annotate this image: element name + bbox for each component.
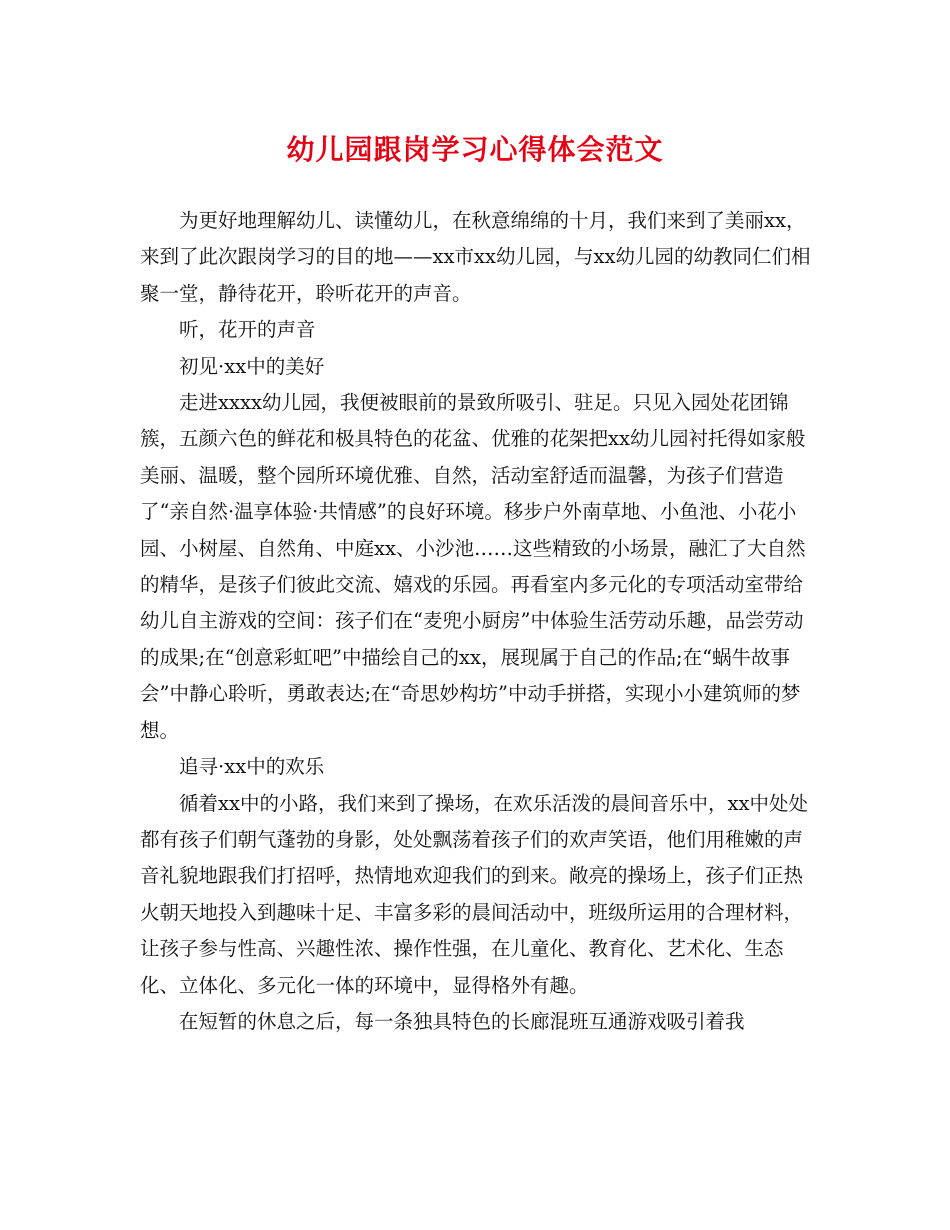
paragraph-corridor: 在短暂的休息之后，每一条独具特色的长廊混班互通游戏吸引着我 — [179, 1009, 745, 1033]
document-title: 幼儿园跟岗学习心得体会范文 — [286, 133, 664, 166]
document-body — [140, 203, 816, 1040]
paragraph-environment: 走进xxxx幼儿园，我便被眼前的景致所吸引、驻足。只见入园处花团锦簇，五颜六色的鲜花和极具特色的花盆、优雅的花架把xx幼儿园衬托得如家般美丽、温暖，整个园所环境优雅、自然，活动室舒适而温馨，为孩子们营造了“亲自然·温享体验·共情感”的良好环境。移步户外南草地、小鱼池、小花小园、小树屋、自然角、中庭xx、小沙池……这些精致的小场景，融汇了大自然的精华，是孩子们彼此交流、嬉戏的乐园。再看室内多元化的专项活动室带给幼儿自主游戏的空间：孩子们在“麦兜小厨房”中体验生活劳动乐趣，品尝劳动的成果;在“创意彩虹吧”中描绘自己的xx，展现属于自己的作品;在“蜗牛故事会”中静心聆听，勇敢表达;在“奇思妙构坊”中动手拼搭，实现小小建筑师的梦想。 — [140, 391, 806, 742]
section-heading-first-sight: 初见·xx中的美好 — [179, 354, 325, 378]
paragraph-intro: 为更好地理解幼儿、读懂幼儿，在秋意绵绵的十月，我们来到了美丽xx，来到了此次跟岗学习的目的地——xx市xx幼儿园，与xx幼儿园的幼教同仁们相聚一堂，静待花开，聆听花开的声音。 — [140, 209, 811, 305]
paragraph-playground: 循着xx中的小路，我们来到了操场，在欢乐活泼的晨间音乐中，xx中处处都有孩子们朝气蓬勃的身影，处处飘荡着孩子们的欢声笑语，他们用稚嫩的声音礼貌地跟我们打招呼，热情地欢迎我们的到来。敞亮的操场上，孩子们正热火朝天地投入到趣味十足、丰富多彩的晨间活动中，班级所运用的合理材料，让孩子参与性高、兴趣性浓、操作性强，在儿童化、教育化、艺术化、生态化、立体化、多元化一体的环境中，显得格外有趣。 — [140, 791, 808, 997]
section-heading-listen: 听，花开的声音 — [179, 318, 316, 342]
section-heading-pursuit: 追寻·xx中的欢乐 — [179, 755, 325, 779]
